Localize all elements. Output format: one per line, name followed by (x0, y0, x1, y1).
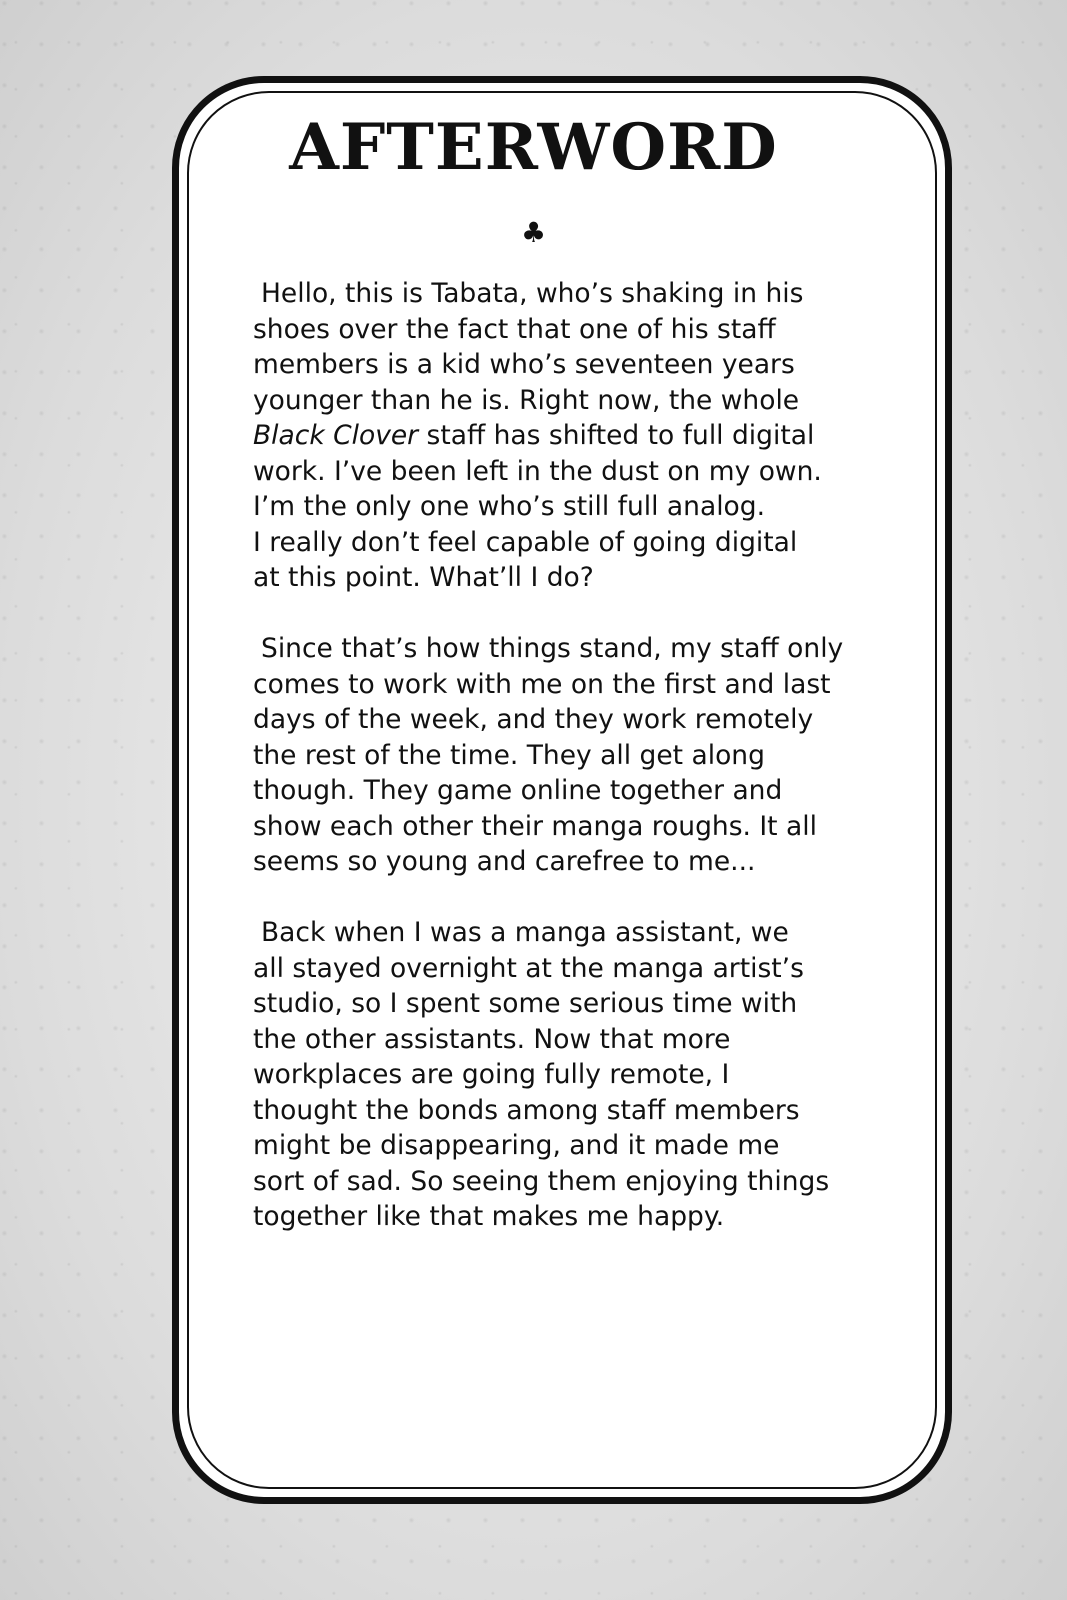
series-title: Black Clover (253, 420, 419, 451)
text-line: comes to work with me on the first and last (253, 668, 831, 700)
text-line: younger than he is. Right now, the whole (253, 384, 800, 416)
text-line: at this point. What’ll I do? (253, 562, 594, 593)
text-line (253, 418, 893, 454)
text-line: Hello, this is Tabata, who’s shaking in his (261, 278, 804, 309)
text-line: work. I’ve been left in the dust on my own. (253, 455, 822, 487)
text-line: the rest of the time. They all get along (253, 739, 765, 771)
paragraph-2 (253, 631, 893, 880)
text-line: thought the bonds among staff members (253, 1094, 800, 1126)
text-line: sort of sad. So seeing them enjoying things (253, 1165, 830, 1197)
text-line: show each other their manga roughs. It all (253, 810, 817, 842)
text-line: Since that’s how things stand, my staff only (261, 633, 844, 664)
text-line: days of the week, and they work remotely (253, 704, 814, 735)
text-line: members is a kid who’s seventeen years (253, 349, 795, 380)
page-title: AFTERWORD (289, 110, 778, 185)
afterword-body (253, 276, 893, 1270)
text-line: might be disappearing, and it made me (253, 1130, 780, 1161)
text-line: I’m the only one who’s still full analog. (253, 491, 766, 522)
paragraph-3 (253, 915, 893, 1235)
text-line: shoes over the fact that one of his staff (253, 313, 776, 345)
text-line: together like that makes me happy. (253, 1201, 725, 1232)
text-line: I really don’t feel capable of going digital (253, 526, 798, 558)
text-line: studio, so I spent some serious time with (253, 988, 798, 1019)
text-line: the other assistants. Now that more (253, 1023, 731, 1055)
clover-icon: ♣ (520, 216, 547, 249)
text-line-rest: staff has shifted to full digital (418, 420, 815, 451)
paragraph-1 (253, 276, 893, 596)
text-line: seems so young and carefree to me... (253, 846, 756, 877)
text-line: Back when I was a manga assistant, we (261, 917, 789, 948)
text-line: workplaces are going fully remote, I (253, 1059, 730, 1090)
text-line: all stayed overnight at the manga artist’s (253, 952, 804, 984)
text-line: though. They game online together and (253, 775, 783, 806)
